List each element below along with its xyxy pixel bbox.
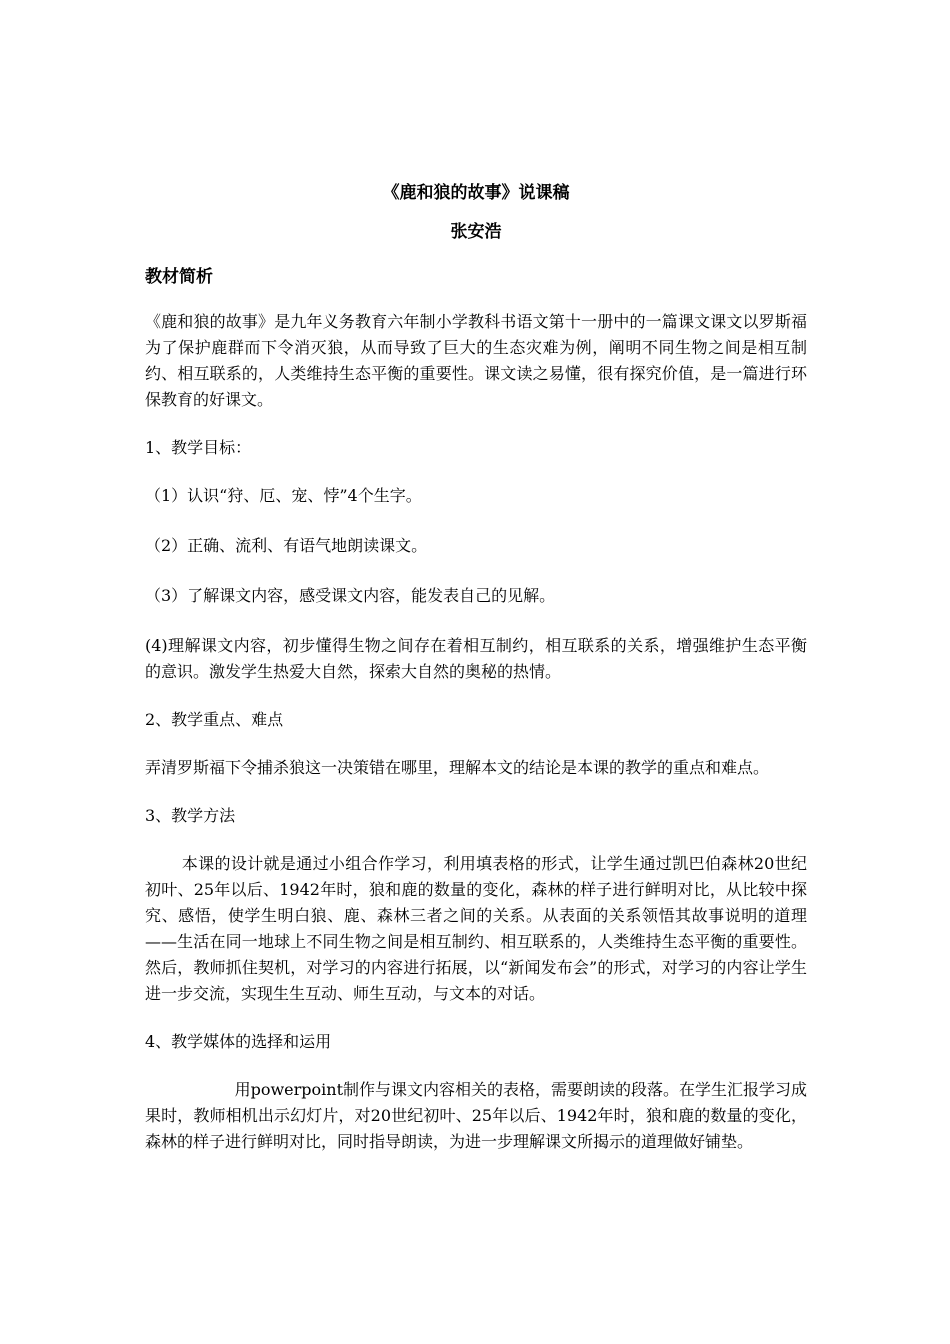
- focus-heading: 2、教学重点、难点: [145, 710, 284, 729]
- media-paragraph: 用powerpoint制作与课文内容相关的表格，需要朗读的段落。在学生汇报学习成果时，教师相机出示幻灯片，对20世纪初叶、25年以后、1942年时，狼和鹿的数量的变化，森林的样子进行鲜明对比，同时指导朗读，为进一步理解课文所揭示的道理做好铺垫。: [145, 1080, 808, 1151]
- method-paragraph: 本课的设计就是通过小组合作学习，利用填表格的形式，让学生通过凯巴伯森林20世纪初叶、25年以后、1942年时，狼和鹿的数量的变化，森林的样子进行鲜明对比，从比较中探究、感悟，使学生明白狼、鹿、森林三者之间的关系。从表面的关系领悟其故事说明的道理——生活在同一地球上不同生物之间是相互制约、相互联系的，人类维持生态平衡的重要性。然后，教师抓住契机，对学习的内容进行拓展，以“新闻发布会”的形式，对学习的内容让学生进一步交流，实现生生互动、师生互动，与文本的对话。: [145, 854, 807, 1003]
- goal-item-4: (4)理解课文内容，初步懂得生物之间存在着相互制约，相互联系的关系，增强维护生态平衡的意识。激发学生热爱大自然，探索大自然的奥秘的热情。: [145, 636, 807, 681]
- document-page: [145, 180, 807, 1177]
- method-heading: 3、教学方法: [145, 806, 236, 825]
- media-heading: 4、教学媒体的选择和运用: [145, 1032, 332, 1051]
- goal-item-2: （2）正确、流利、有语气地朗读课文。: [145, 536, 428, 555]
- focus-paragraph: 弄清罗斯福下令捕杀狼这一决策错在哪里，理解本文的结论是本课的教学的重点和难点。: [145, 758, 770, 777]
- intro-paragraph: 《鹿和狼的故事》是九年义务教育六年制小学教科书语文第十一册中的一篇课文课文以罗斯福为了保护鹿群而下令消灭狼，从而导致了巨大的生态灾难为例，阐明不同生物之间是相互制约、相互联系的，人类维持生态平衡的重要性。课文读之易懂，很有探究价值，是一篇进行环保教育的好课文。: [145, 312, 807, 409]
- goals-heading: 1、教学目标：: [145, 438, 252, 457]
- document-author: 张安浩: [450, 222, 502, 242]
- goal-item-3: （3）了解课文内容，感受课文内容，能发表自己的见解。: [145, 586, 556, 605]
- section-heading-textbook-analysis: 教材简析: [145, 267, 213, 287]
- goal-item-1: （1）认识“狩、厄、宠、悖”4个生字。: [145, 486, 422, 505]
- document-title: 《鹿和狼的故事》说课稿: [382, 183, 570, 203]
